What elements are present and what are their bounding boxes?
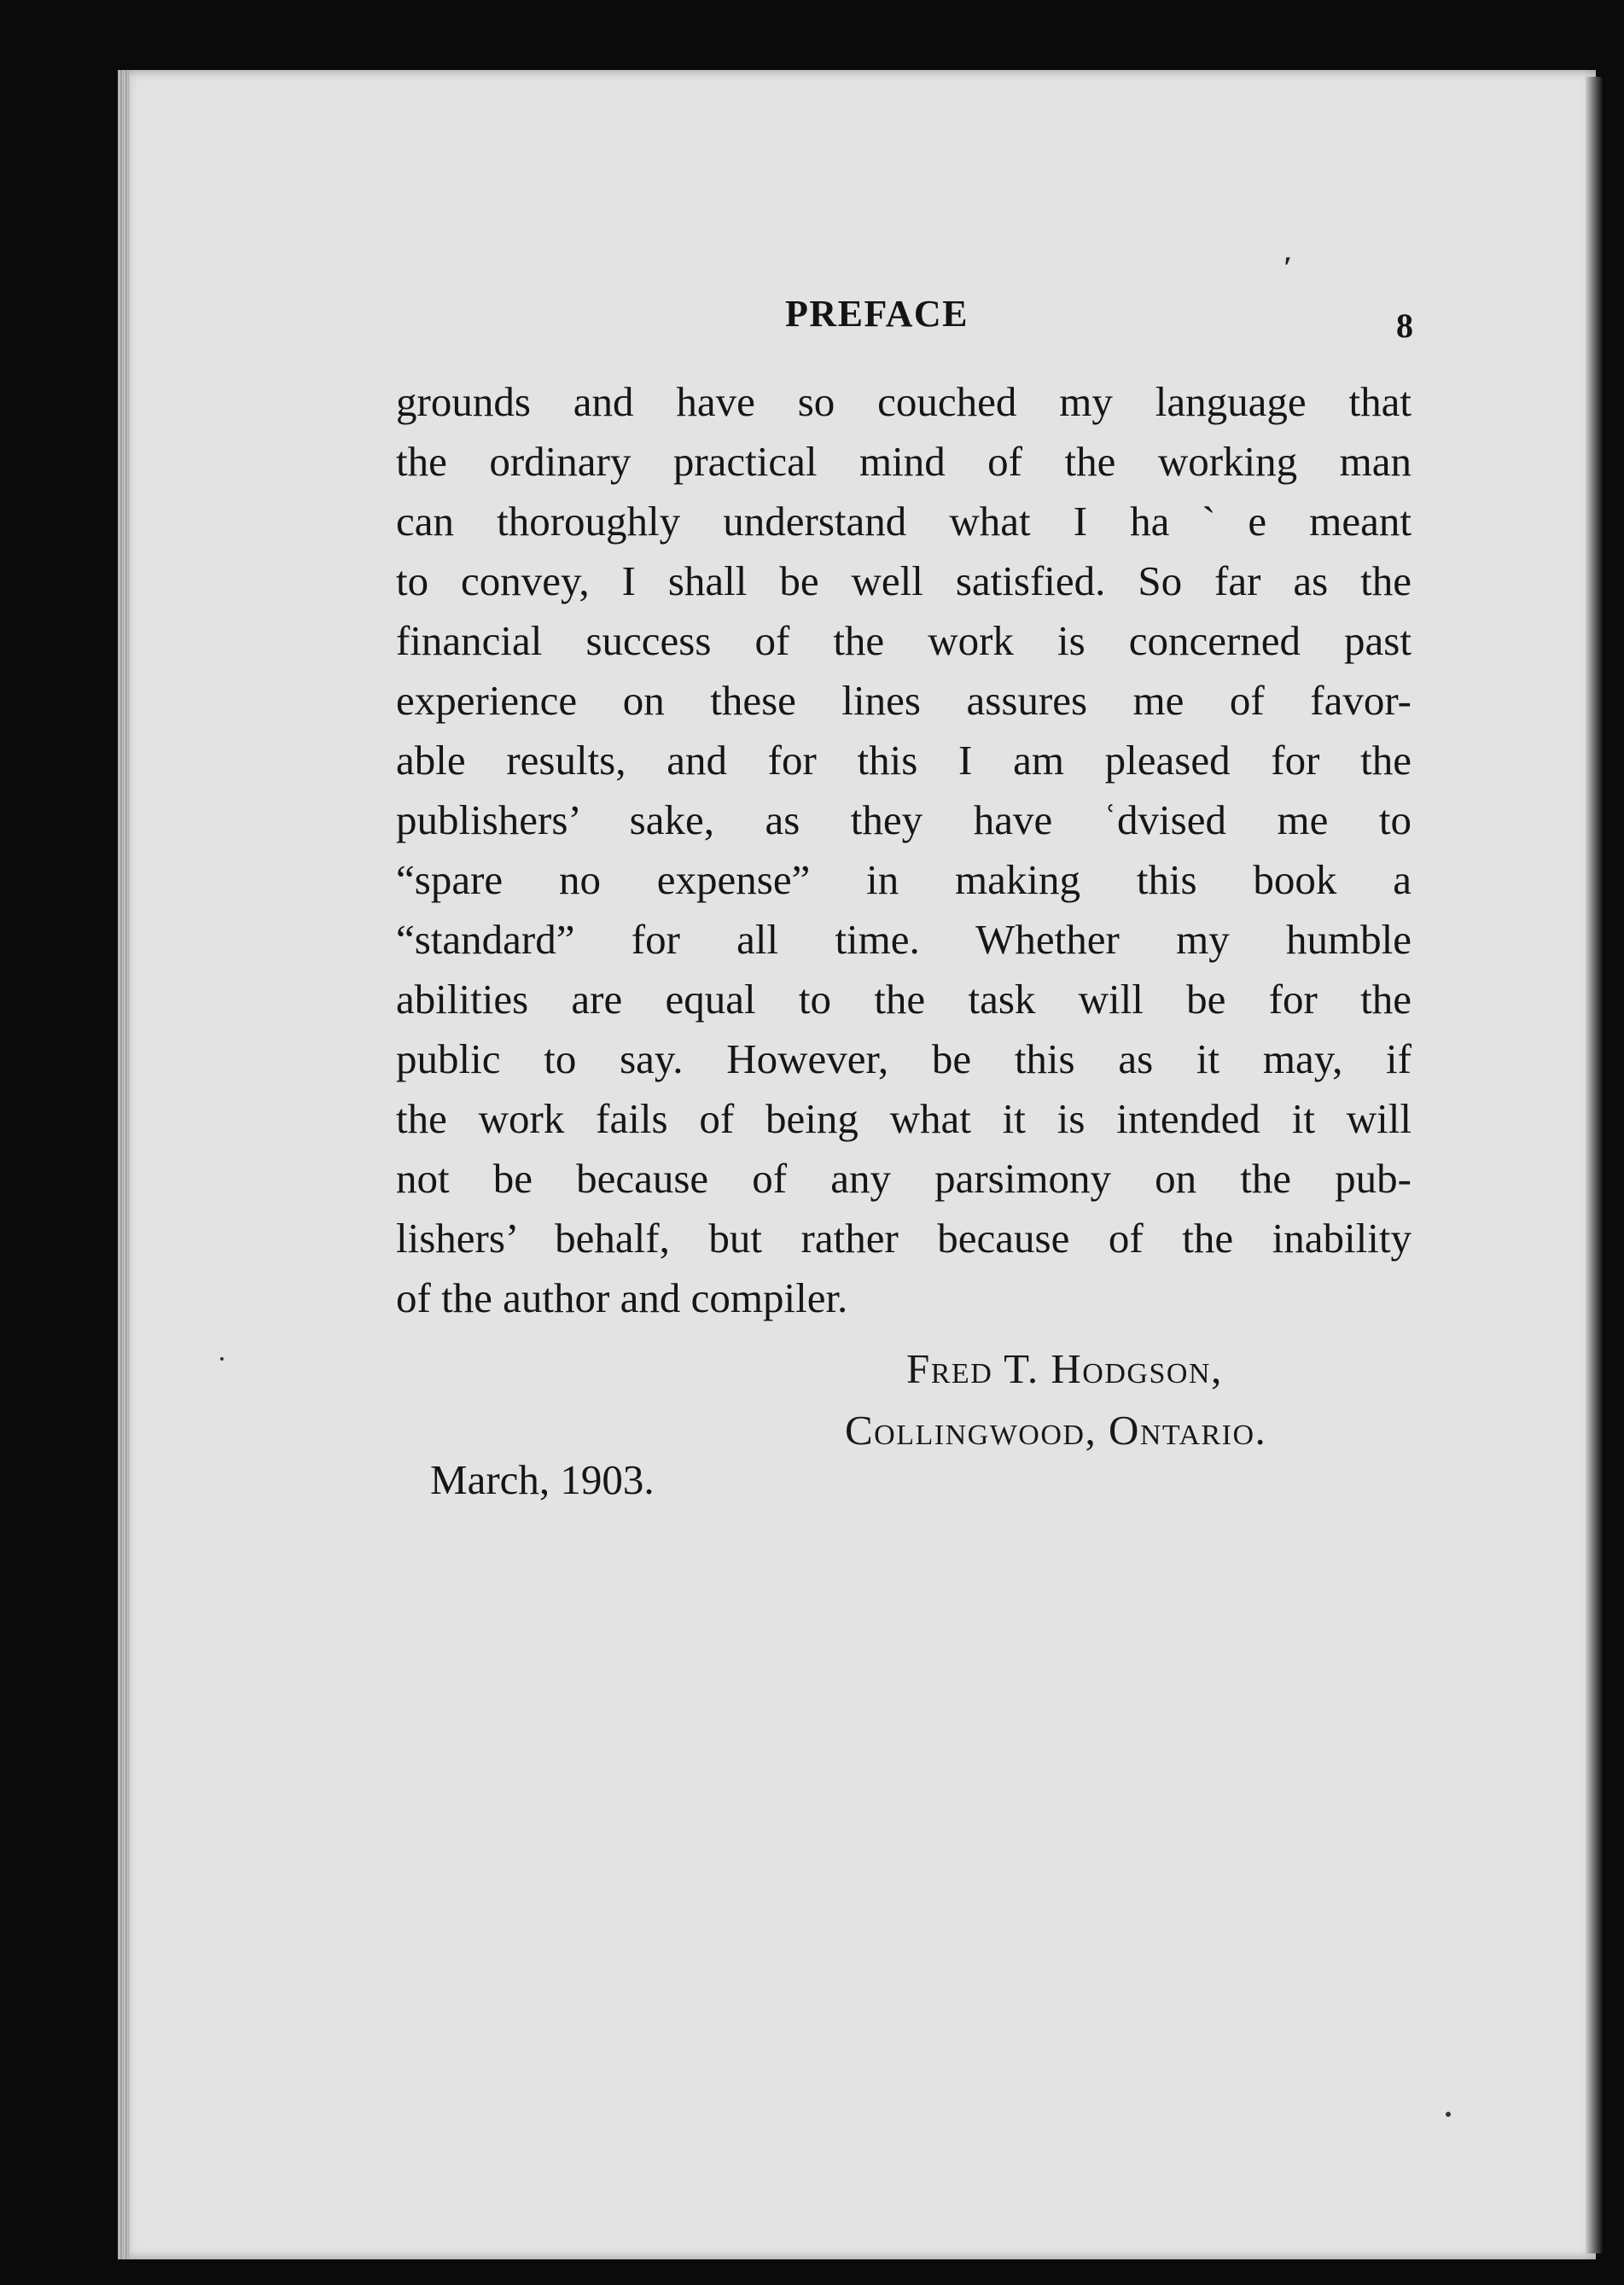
text-line: public to say. However, be this as it may, if bbox=[396, 1035, 1412, 1082]
text-line: publishers’ sake, as they have ʿdvised me to bbox=[396, 796, 1412, 843]
page-right-edge bbox=[1586, 77, 1603, 2253]
text-line: grounds and have so couched my language that bbox=[396, 378, 1412, 425]
text-line: “standard” for all time. Whether my humble bbox=[396, 916, 1412, 963]
text-line: lishers’ behalf, but rather because of the inability bbox=[396, 1215, 1412, 1262]
text-line: abilities are equal to the task will be for the bbox=[396, 976, 1412, 1023]
text-line: the ordinary practical mind of the working man bbox=[396, 438, 1412, 485]
text-line: experience on these lines assures me of favor- bbox=[396, 677, 1412, 724]
author-place: Collingwood, Ontario. bbox=[845, 1407, 1267, 1454]
text-line: can thoroughly understand what I haˋe meant bbox=[396, 498, 1412, 545]
running-title: PREFACE bbox=[785, 293, 969, 335]
text-line: of the author and compiler. bbox=[396, 1274, 848, 1321]
page-number: 8 bbox=[1396, 306, 1415, 345]
preface-body bbox=[396, 372, 1412, 1328]
text-line: not be because of any parsimony on the pub- bbox=[396, 1155, 1412, 1202]
scan-speck bbox=[1446, 2112, 1451, 2117]
text-line: the work fails of being what it is intended it will bbox=[396, 1095, 1412, 1142]
text-line: “spare no expense” in making this book a bbox=[396, 856, 1412, 903]
text-line: able results, and for this I am pleased for the bbox=[396, 737, 1412, 784]
text-line: to convey, I shall be well satisfied. So far as the bbox=[396, 557, 1412, 604]
author-name: Fred T. Hodgson, bbox=[906, 1345, 1223, 1392]
preface-date: March, 1903. bbox=[430, 1456, 655, 1503]
margin-mark: ′ bbox=[1283, 250, 1293, 284]
page-gutter-edge bbox=[118, 70, 130, 2259]
scan-speck bbox=[220, 1357, 224, 1361]
text-line: financial success of the work is concerned past bbox=[396, 617, 1412, 664]
